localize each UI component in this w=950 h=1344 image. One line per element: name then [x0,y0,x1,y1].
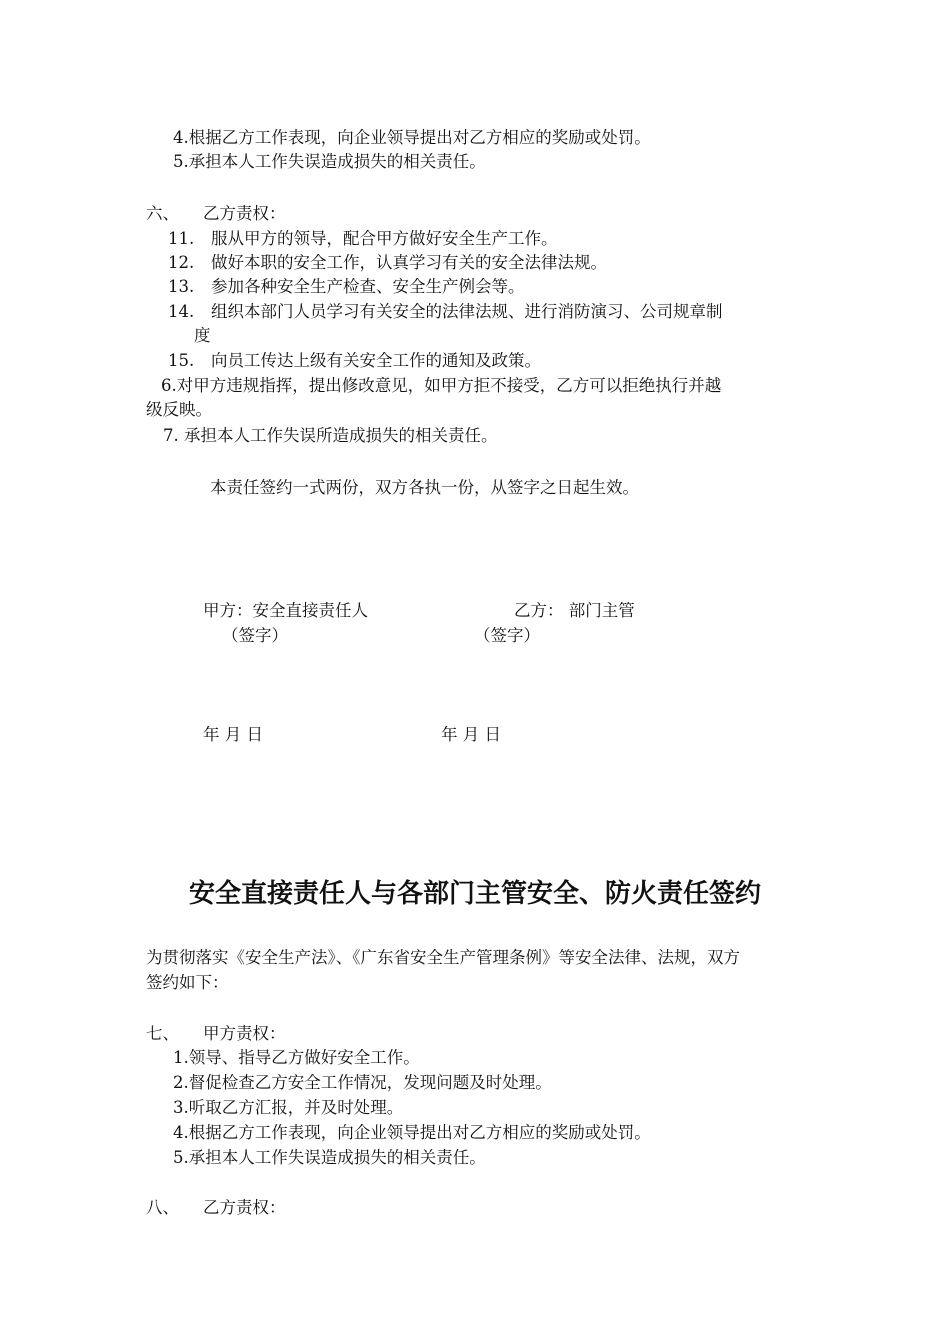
list-item: 4.根据乙方工作表现，向企业领导提出对乙方相应的奖励或处罚。 [173,128,651,147]
list-item: 7. 承担本人工作失误所造成损失的相关责任。 [163,426,498,445]
list-item: 服从甲方的领导，配合甲方做好安全生产工作。 [211,229,558,248]
section-number: 八、 [146,1198,179,1217]
party-b-label: 乙方： 部门主管 [514,601,635,620]
list-item: 6.对甲方违规指挥，提出修改意见，如甲方拒不接受，乙方可以拒绝执行并越 [161,376,722,395]
list-item: 做好本职的安全工作，认真学习有关的安全法律法规。 [211,253,607,272]
section-heading: 甲方责权： [203,1024,286,1043]
page-title: 安全直接责任人与各部门主管安全、防火责任签约 [188,879,761,909]
list-item: 4.根据乙方工作表现，向企业领导提出对乙方相应的奖励或处罚。 [173,1123,651,1142]
list-item-number: 15. [168,351,195,370]
list-item-number: 14. [168,302,195,321]
list-item-number: 11. [168,229,195,248]
list-item-continuation: 度 [194,326,211,345]
list-item: 5.承担本人工作失误造成损失的相关责任。 [173,152,486,171]
section-number: 六、 [146,204,179,223]
list-item: 组织本部门人员学习有关安全的法律法规、进行消防演习、公司规章制 [211,302,723,321]
party-a-date: 年 月 日 [203,725,263,744]
party-a-signature: （签字） [222,626,288,645]
section-heading: 乙方责权： [203,1198,286,1217]
list-item: 1.领导、指导乙方做好安全工作。 [173,1048,420,1067]
list-item: 5.承担本人工作失误造成损失的相关责任。 [173,1148,486,1167]
list-item: 2.督促检查乙方安全工作情况，发现问题及时处理。 [173,1073,552,1092]
intro-paragraph: 为贯彻落实《安全生产法》、《广东省安全生产管理条例》等安全法律、法规，双方 [146,948,740,967]
list-item: 参加各种安全生产检查、安全生产例会等。 [211,277,525,296]
party-b-date: 年 月 日 [441,725,501,744]
list-item-number: 12. [168,253,195,272]
list-item-number: 13. [168,277,195,296]
section-number: 七、 [146,1024,179,1043]
list-item: 3.听取乙方汇报，并及时处理。 [173,1098,404,1117]
list-item: 向员工传达上级有关安全工作的通知及政策。 [211,351,541,370]
party-a-label: 甲方：安全直接责任人 [203,601,368,620]
party-b-signature: （签字） [474,626,540,645]
list-item-continuation: 级反映。 [146,400,212,419]
validity-statement: 本责任签约一式两份，双方各执一份，从签字之日起生效。 [210,478,639,497]
section-heading: 乙方责权： [203,204,286,223]
intro-paragraph-continuation: 签约如下： [146,973,229,992]
